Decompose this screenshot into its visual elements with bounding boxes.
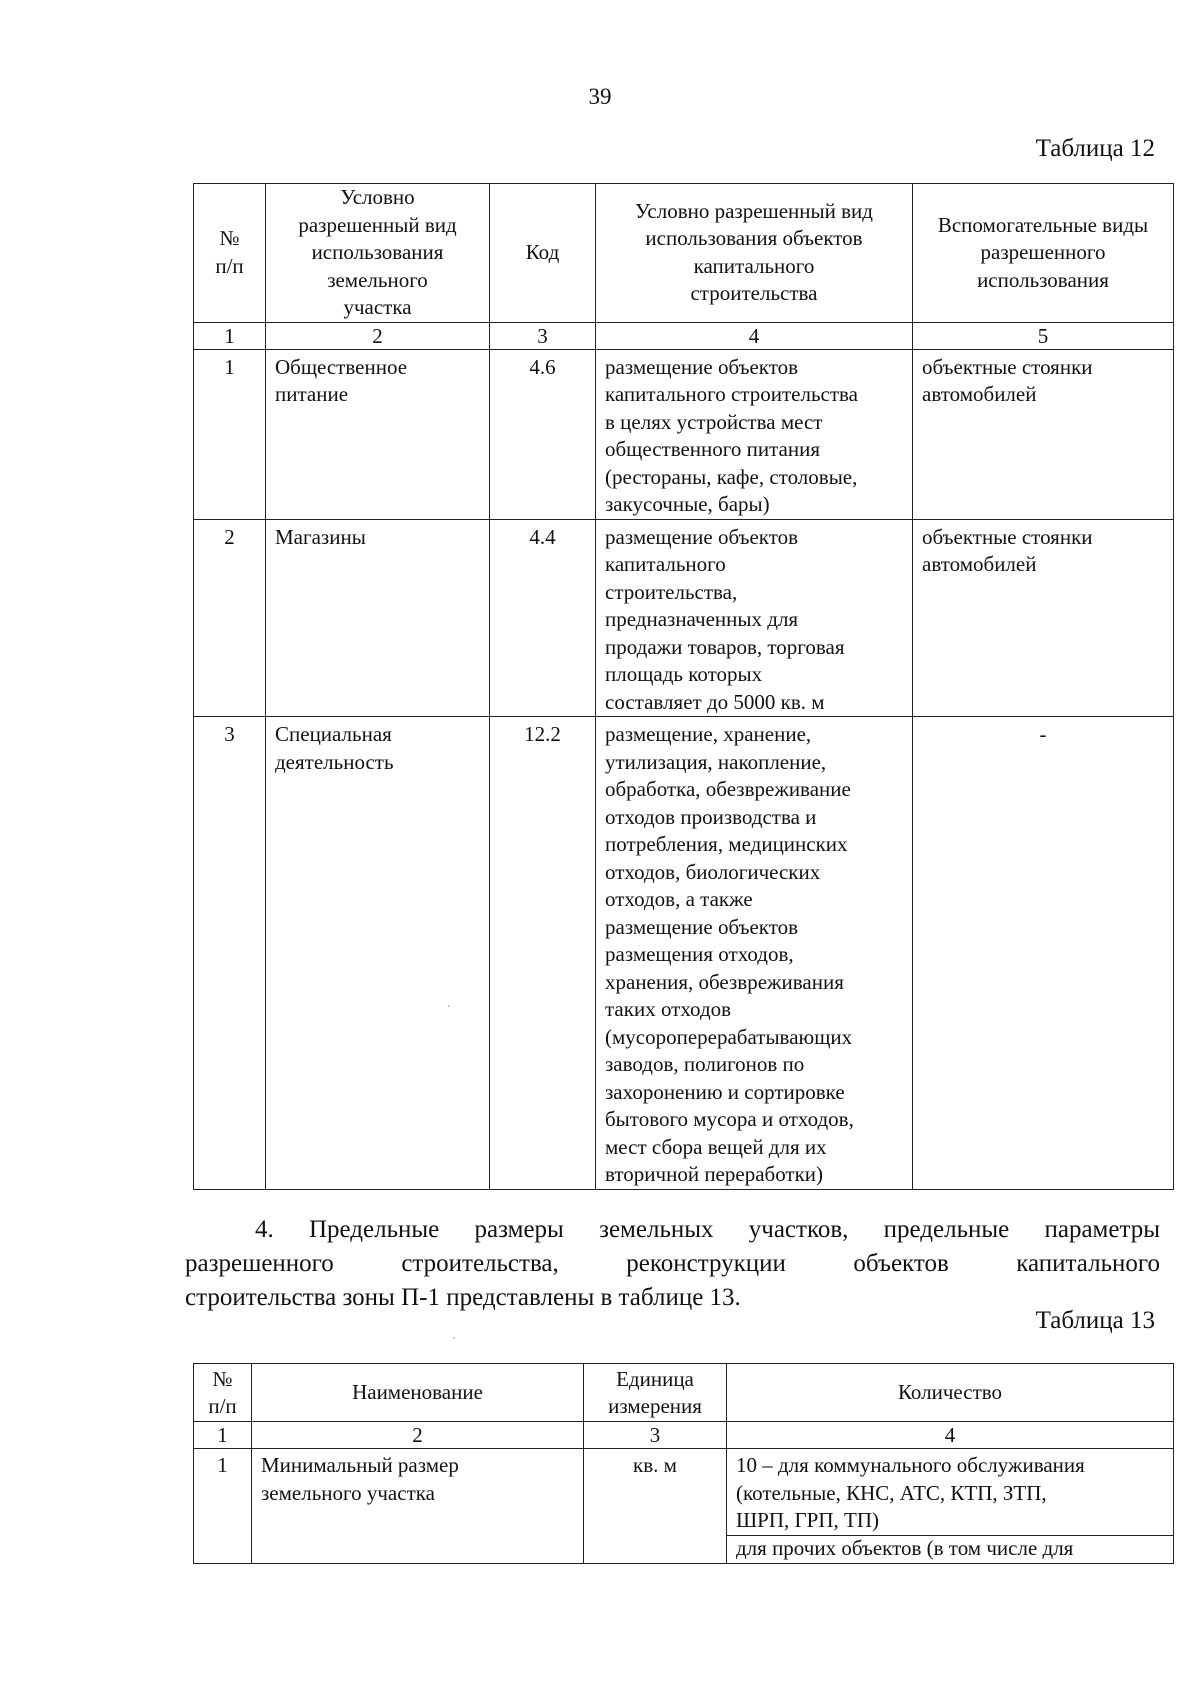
column-number: 5 [913, 322, 1174, 349]
capital-use-description: размещение объектов капитального строительства в целях устройства мест общественного питания (рестораны, кафе, столовые, закусочные, бары) [596, 349, 913, 519]
table-12-caption: Таблица 12 [1035, 135, 1155, 162]
column-number: 2 [266, 322, 490, 349]
header-num: № п/п [194, 184, 266, 323]
auxiliary-use: - [913, 717, 1174, 1190]
header-unit: Единица измерения [584, 1364, 727, 1422]
land-use-name: Специальная деятельность [266, 717, 490, 1190]
column-number: 4 [727, 1422, 1174, 1449]
scan-speck [453, 1337, 455, 1339]
table-row [194, 717, 1174, 1190]
paragraph-line: строительства зоны П-1 представлены в таблице 13. [185, 1284, 741, 1311]
land-use-name: Общественное питание [266, 349, 490, 519]
column-number: 3 [490, 322, 596, 349]
header-num: № п/п [194, 1364, 252, 1422]
auxiliary-use: объектные стоянки автомобилей [913, 349, 1174, 519]
row-number: 1 [194, 349, 266, 519]
table-12-header-row [194, 184, 1174, 323]
row-number: 1 [194, 1449, 252, 1564]
table-13-header-row [194, 1364, 1174, 1422]
auxiliary-use: объектные стоянки автомобилей [913, 519, 1174, 717]
land-use-name: Магазины [266, 519, 490, 717]
quantity-communal: 10 – для коммунального обслуживания (котельные, КНС, АТС, КТП, ЗТП, ШРП, ГРП, ТП) [727, 1449, 1174, 1536]
table-row [194, 349, 1174, 519]
column-number: 2 [252, 1422, 584, 1449]
table-row [194, 1449, 1174, 1536]
table-12-column-numbers [194, 322, 1174, 349]
column-number: 1 [194, 1422, 252, 1449]
table-12 [193, 183, 1174, 1190]
quantity-other: для прочих объектов (в том числе для [727, 1535, 1174, 1563]
header-auxiliary: Вспомогательные виды разрешенного использования [913, 184, 1174, 323]
header-capital-use: Условно разрешенный вид использования объектов капитального строительства [596, 184, 913, 323]
header-code: Код [490, 184, 596, 323]
paragraph-4 [185, 1213, 1160, 1315]
scan-speck [448, 1005, 450, 1007]
capital-use-description: размещение объектов капитального строительства, предназначенных для продажи товаров, торговая площадь которых составляет до 5000 кв. м [596, 519, 913, 717]
header-name: Наименование [252, 1364, 584, 1422]
paragraph-line: 4. Предельные размеры земельных участков, предельные параметры [255, 1216, 1160, 1243]
header-land-use: Условно разрешенный вид использования земельного участка [266, 184, 490, 323]
table-13-caption: Таблица 13 [1035, 1307, 1155, 1334]
table-13 [193, 1363, 1174, 1564]
row-number: 2 [194, 519, 266, 717]
header-quantity: Количество [727, 1364, 1174, 1422]
parameter-name: Минимальный размер земельного участка [252, 1449, 584, 1564]
use-code: 4.6 [490, 349, 596, 519]
use-code: 12.2 [490, 717, 596, 1190]
column-number: 4 [596, 322, 913, 349]
table-row [194, 519, 1174, 717]
column-number: 1 [194, 322, 266, 349]
column-number: 3 [584, 1422, 727, 1449]
paragraph-line: разрешенного строительства, реконструкции объектов капитального [185, 1250, 1160, 1277]
row-number: 3 [194, 717, 266, 1190]
capital-use-description: размещение, хранение, утилизация, накопление, обработка, обезвреживание отходов производства и потребления, медицинских отходов, биологических отходов, а также размещение объектов размещения отходов, хранения, обезвреживания таких отходов (мусороперерабатывающих заводов, полигонов по захоронению и сортировке бытового мусора и отходов, мест сбора вещей для их вторичной переработки) [596, 717, 913, 1190]
unit: кв. м [584, 1449, 727, 1564]
use-code: 4.4 [490, 519, 596, 717]
table-13-column-numbers [194, 1422, 1174, 1449]
page-number: 39 [588, 84, 612, 109]
